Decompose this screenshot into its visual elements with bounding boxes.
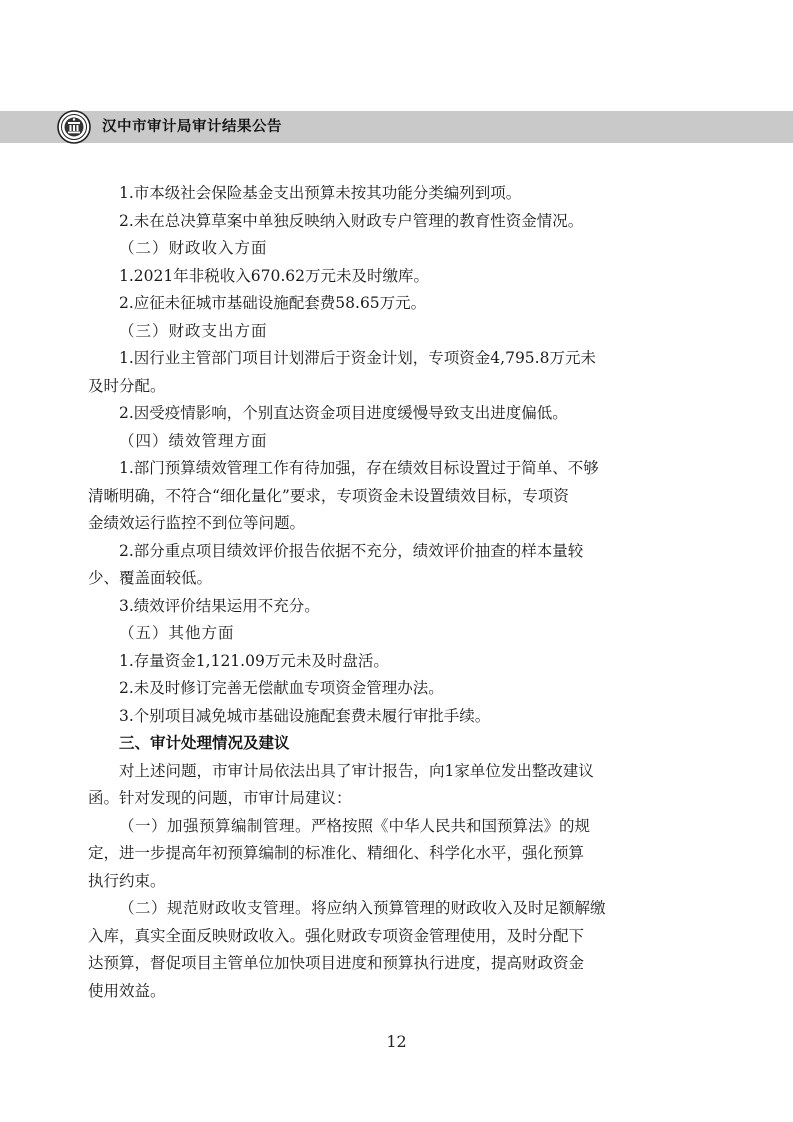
expenditure-heading: （三）财政支出方面	[119, 321, 268, 340]
performance-heading: （四）绩效管理方面	[119, 431, 268, 450]
other-heading: （五）其他方面	[119, 624, 235, 642]
other-item-1: 1.存量资金1,121.09万元未及时盘活。	[119, 651, 389, 670]
recommendation-1-line-2: 定，进一步提高年初预算编制的标准化、精细化、科学化水平，强化预算	[88, 844, 585, 862]
performance-item-1-line-2: 清晰明确，不符合“细化量化”要求，专项资金未设置绩效目标，专项资	[88, 486, 569, 505]
other-item-3: 3.个别项目减免城市基础设施配套费未履行审批手续。	[119, 706, 491, 725]
finance-item-1: 1.市本级社会保险基金支出预算未按其功能分类编列到项。	[119, 184, 522, 202]
audit-emblem-icon	[57, 110, 91, 144]
revenue-item-1: 1.2021年非税收入670.62万元未及时缴库。	[119, 266, 429, 285]
performance-item-2-line-2: 少、覆盖面较低。	[88, 569, 213, 587]
expenditure-item-2: 2.因受疫情影响，个别直达资金项目进度缓慢导致支出进度偏低。	[119, 404, 568, 422]
document-body	[88, 180, 618, 1005]
recommendation-1-heading: （一）加强预算编制管理。	[119, 816, 312, 835]
recommendation-2-line-3: 达预算，督促项目主管单位加快项目进度和预算执行进度，提高财政资金	[88, 954, 585, 972]
performance-item-2-line-1: 2.部分重点项目绩效评价报告依据不充分，绩效评价抽查的样本量较	[119, 541, 584, 560]
section-3-intro	[88, 758, 618, 813]
performance-item-1-line-3: 金绩效运行监控不到位等问题。	[88, 514, 306, 532]
section-3-heading: 三、审计处理情况及建议	[119, 734, 290, 752]
recommendation-2-line-2: 入库，真实全面反映财政收入。强化财政专项资金管理使用，及时分配下	[88, 926, 585, 945]
expenditure-item-1-line-1: 1.因行业主管部门项目计划滞后于资金计划，专项资金4,795.8万元未	[119, 349, 596, 367]
performance-item-1-line-1: 1.部门预算绩效管理工作有待加强，存在绩效目标设置过于简单、不够	[119, 459, 599, 477]
page-number: 12	[386, 1032, 407, 1051]
section-3-intro-line-2: 函。针对发现的问题，市审计局建议：	[88, 789, 352, 807]
revenue-item-2: 2.应征未征城市基础设施配套费58.65万元。	[119, 294, 427, 312]
recommendation-1	[88, 813, 618, 896]
header-title: 汉中市审计局审计结果公告	[102, 119, 282, 135]
recommendation-2-heading: （二）规范财政收支管理。	[119, 899, 312, 917]
finance-item-2: 2.未在总决算草案中单独反映纳入财政专户管理的教育性资金情况。	[119, 211, 584, 230]
performance-item-1	[88, 455, 618, 538]
performance-item-2	[88, 538, 618, 593]
recommendation-1-text: 严格按照《中华人民共和国预算法》的规	[311, 816, 591, 835]
recommendation-2	[88, 895, 618, 1005]
recommendation-2-line-4: 使用效益。	[88, 981, 166, 1000]
performance-item-3: 3.绩效评价结果运用不充分。	[119, 596, 320, 615]
recommendation-1-line-3: 执行约束。	[88, 871, 166, 890]
expenditure-item-1-line-2: 及时分配。	[88, 376, 166, 395]
other-item-2: 2.未及时修订完善无偿献血专项资金管理办法。	[119, 679, 444, 697]
recommendation-2-line-1	[88, 895, 618, 923]
recommendation-2-text: 将应纳入预算管理的财政收入及时足额解缴	[311, 899, 606, 917]
expenditure-item-1	[88, 345, 618, 400]
recommendation-1-line-1	[88, 813, 618, 841]
revenue-heading: （二）财政收入方面	[119, 239, 268, 257]
section-3-intro-line-1: 对上述问题，市审计局依法出具了审计报告，向1家单位发出整改建议	[119, 761, 594, 780]
